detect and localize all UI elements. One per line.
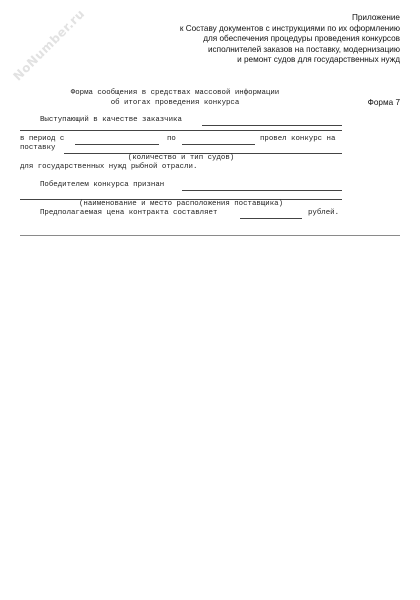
form-number: Форма 7 (367, 98, 400, 107)
watermark: NoNumber.ru (10, 6, 88, 84)
appendix-line: и ремонт судов для государственных нужд (237, 55, 400, 64)
form-title-line: об итогах проведения конкурса (110, 99, 240, 107)
supply-label: поставку (20, 144, 56, 152)
winner-row (20, 181, 342, 191)
form-title (20, 88, 330, 108)
customer-row (20, 116, 342, 126)
appendix-line: Приложение (351, 13, 400, 22)
price-row (20, 209, 342, 219)
price-prefix: Предполагаемая цена контракта составляет (40, 209, 218, 217)
purpose-text: для государственных нужд рыбной отрасли. (20, 163, 198, 171)
winner-blank (182, 190, 342, 191)
price-suffix: рублей. (308, 209, 340, 217)
customer-blank-continued (20, 130, 342, 131)
period-prefix: в период с (20, 135, 65, 143)
supply-row (20, 144, 342, 154)
vessels-caption: (количество и тип судов) (127, 154, 235, 162)
appendix-line: исполнителей заказов на поставку, модернизацию (207, 44, 400, 54)
purpose-row (20, 163, 342, 173)
period-suffix: провел конкурс на (260, 135, 336, 143)
customer-label: Выступающий в качестве заказчика (40, 116, 182, 124)
supplier-caption: (наименование и место расположения поставщика) (78, 200, 283, 208)
form-title-line: Форма сообщения в средствах массовой информации (70, 89, 280, 97)
winner-label: Победителем конкурса признан (40, 181, 165, 189)
price-blank (240, 218, 302, 219)
appendix-header (70, 13, 400, 66)
appendix-line: для обеспечения процедуры проведения конкурсов (203, 34, 400, 43)
period-to: по (167, 135, 176, 143)
customer-blank (202, 125, 342, 126)
appendix-line: к Составу документов с инструкциями по их оформлению (179, 23, 400, 33)
bottom-separator (20, 235, 400, 236)
